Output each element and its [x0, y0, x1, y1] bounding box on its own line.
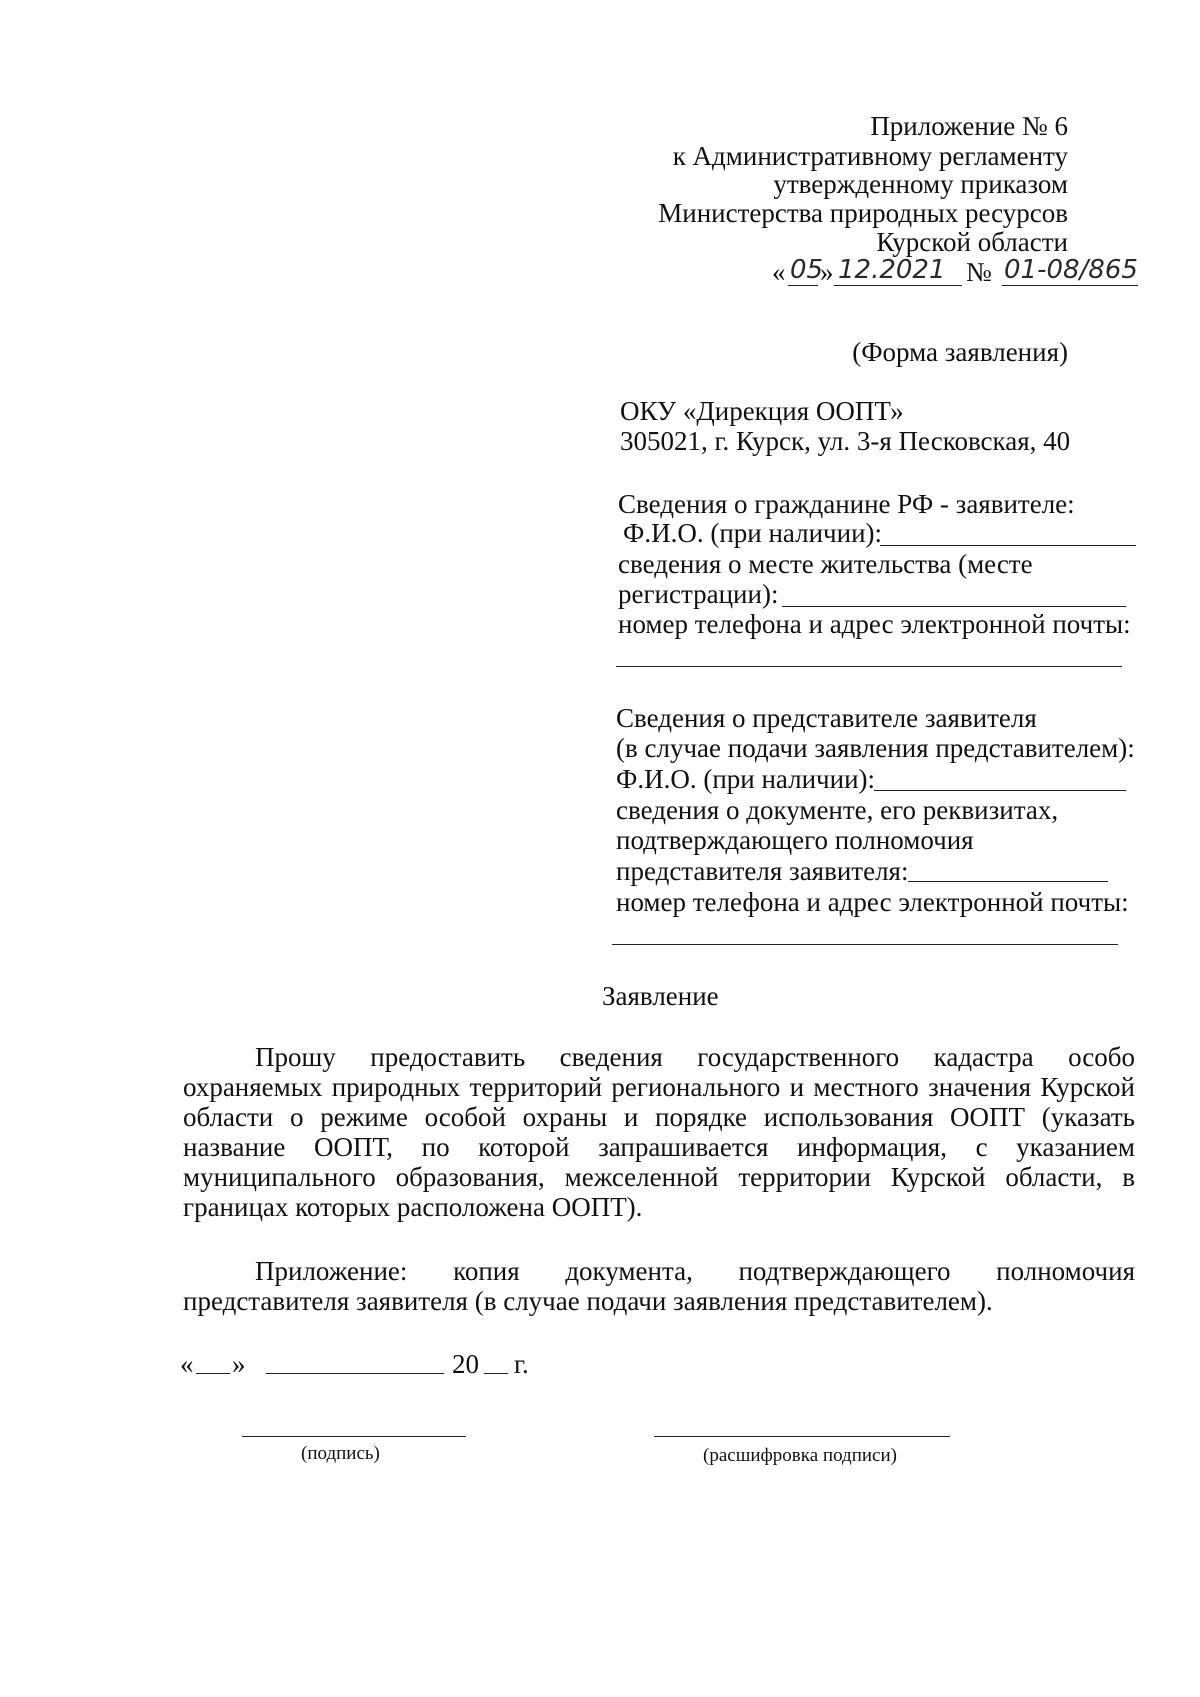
month-field[interactable] — [266, 1373, 444, 1374]
signature-caption: (подпись) — [301, 1443, 380, 1464]
representative-fio-label: Ф.И.О. (при наличии): — [616, 764, 876, 794]
applicant-fio-label: Ф.И.О. (при наличии): — [623, 518, 883, 548]
statement-body — [183, 1042, 1135, 1222]
representative-fio-field[interactable] — [874, 790, 1126, 791]
statement-attachment — [183, 1256, 1135, 1316]
date-quote-open: « — [772, 257, 786, 287]
form-note: (Форма заявления) — [852, 337, 1068, 367]
statement-body-line: охраняемых природных территорий регионального и местного значения Курской — [183, 1072, 1135, 1102]
date-quote-close: » — [232, 1349, 246, 1379]
date-quote-close: » — [820, 257, 834, 287]
attachment-line: представителя заявителя (в случае подачи заявления представителем). — [183, 1286, 993, 1316]
header-line-regulation: к Административному регламенту — [672, 141, 1068, 171]
applicant-residence-label-1: сведения о месте жительства (месте — [618, 549, 1033, 579]
applicant-heading: Сведения о гражданине РФ - заявителе: — [618, 489, 1075, 519]
applicant-residence-label-2: регистрации): — [618, 579, 779, 609]
handwritten-month-year: 12.2021 — [838, 255, 946, 285]
day-underline — [788, 285, 818, 286]
header-line-region: Курской области — [876, 227, 1068, 257]
number-sign: № — [966, 257, 992, 287]
statement-title: Заявление — [602, 981, 719, 1011]
statement-body-line: название ООПТ, по которой запрашивается информация, с указанием — [183, 1132, 1135, 1162]
month-year-underline — [834, 285, 962, 286]
statement-body-line: муниципального образования, межселенной территории Курской области, в — [183, 1162, 1135, 1192]
addressee-org: ОКУ «Дирекция ООПТ» — [620, 396, 904, 426]
signature-field[interactable] — [242, 1436, 466, 1437]
representative-doc-field[interactable] — [908, 881, 1108, 882]
day-field[interactable] — [196, 1373, 230, 1374]
representative-heading-2: (в случае подачи заявления представителем): — [616, 733, 1135, 763]
applicant-residence-field[interactable] — [782, 606, 1126, 607]
representative-contacts-label: номер телефона и адрес электронной почты: — [616, 887, 1129, 917]
applicant-contacts-field[interactable] — [616, 666, 1122, 667]
representative-doc-label-1: сведения о документе, его реквизитах, — [616, 795, 1059, 825]
year-suffix: г. — [514, 1349, 529, 1379]
header-line-order: утвержденному приказом — [773, 169, 1068, 199]
statement-body-line: границах которых расположена ООПТ). — [183, 1192, 643, 1222]
handwritten-day: 05 — [790, 255, 824, 285]
representative-doc-label-2: подтверждающего полномочия — [616, 825, 974, 855]
attachment-line: Приложение: копия документа, подтверждающего полномочия — [255, 1256, 1135, 1286]
header-line-ministry: Министерства природных ресурсов — [658, 198, 1068, 228]
representative-contacts-field[interactable] — [612, 944, 1118, 945]
year-prefix: 20 — [452, 1349, 479, 1379]
statement-body-line: Прошу предоставить сведения государственного кадастра особо — [255, 1042, 1135, 1072]
applicant-contacts-label: номер телефона и адрес электронной почты: — [618, 609, 1131, 639]
representative-doc-label-3: представителя заявителя: — [616, 856, 909, 886]
addressee-address: 305021, г. Курск, ул. 3-я Песковская, 40 — [620, 426, 1071, 456]
signature-decoding-field[interactable] — [654, 1436, 950, 1437]
statement-body-line: области о режиме особой охраны и порядке использования ООПТ (указать — [183, 1102, 1135, 1132]
applicant-fio-field[interactable] — [880, 545, 1136, 546]
appendix-title: Приложение № 6 — [870, 111, 1068, 141]
handwritten-number: 01-08/865 — [1004, 255, 1138, 285]
date-quote-open: « — [180, 1349, 194, 1379]
decoding-caption: (расшифровка подписи) — [703, 1445, 897, 1466]
year-field[interactable] — [484, 1373, 508, 1374]
representative-heading-1: Сведения о представителе заявителя — [616, 703, 1037, 733]
number-underline — [1002, 285, 1138, 286]
